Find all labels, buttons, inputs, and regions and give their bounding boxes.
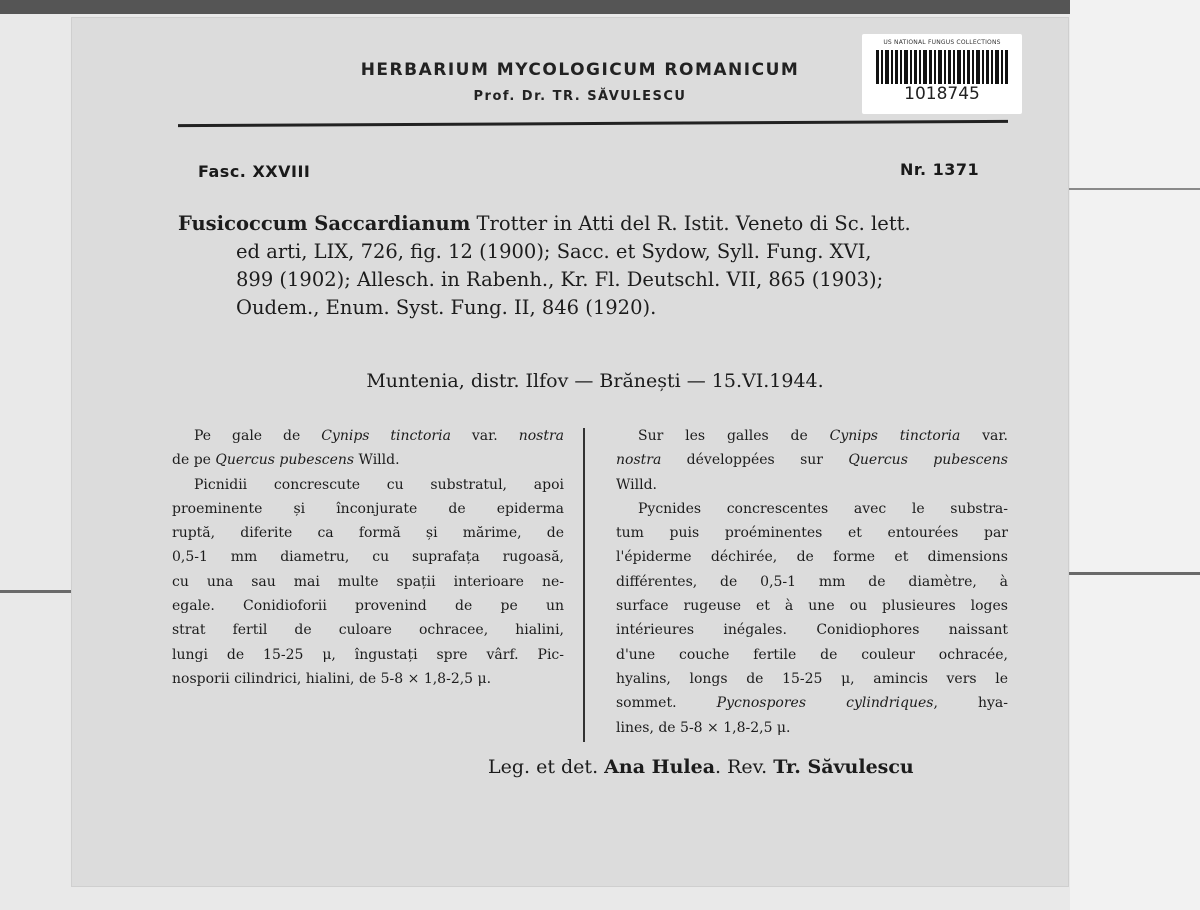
- background-band: [0, 0, 1200, 14]
- collection-locality: Muntenia, distr. Ilfov — Brănești — 15.VI.1944.: [366, 370, 824, 392]
- text-run: var.: [450, 428, 519, 444]
- romanian-description: [172, 424, 564, 691]
- barcode-number: 1018745: [904, 84, 980, 104]
- reviewer-name: Tr. Săvulescu: [773, 756, 914, 778]
- description-line: egale. Conidioforii provenind de pe un: [172, 598, 564, 615]
- description-line: [616, 691, 1008, 715]
- barcode-caption: US NATIONAL FUNGUS COLLECTIONS: [883, 39, 1001, 46]
- host-insect: Cynips tinctoria: [829, 428, 961, 444]
- text-run: développées sur: [661, 452, 849, 469]
- description-line: intérieures inégales. Conidiophores naissant: [616, 622, 1008, 639]
- description-line: lungi de 15-25 μ, îngustați spre vârf. Pic-: [172, 646, 564, 663]
- barcode-icon: [876, 50, 1008, 84]
- host-plant: Quercus pubescens: [215, 452, 355, 469]
- background-edge: [0, 590, 72, 593]
- specimen-number: Nr. 1371: [900, 160, 980, 179]
- description-line: cu una sau mai multe spații interioare ne-: [172, 573, 564, 590]
- text-run: Leg. et det.: [488, 756, 605, 778]
- description-line: [172, 424, 564, 448]
- species-name: Fusicoccum Saccardianum: [178, 212, 471, 235]
- description-line: hyalins, longs de 15-25 μ, amincis vers le: [616, 670, 1008, 687]
- description-line: strat fertil de culoare ochracee, hialini,: [172, 622, 564, 639]
- text-run: , hya-: [933, 695, 1009, 712]
- barcode-sticker: [862, 34, 1022, 114]
- description-line: [172, 448, 564, 472]
- host-plant: Quercus pubescens: [848, 452, 1008, 469]
- citation-line: Oudem., Enum. Syst. Fung. II, 846 (1920).: [236, 296, 657, 319]
- collector-credit: [488, 756, 914, 778]
- citation-line: [178, 210, 1008, 238]
- description-line: Picnidii concrescute cu substratul, apoi: [194, 476, 564, 493]
- species-citation: [178, 210, 1008, 322]
- description-line: nosporii cilindrici, hialini, de 5-8 × 1,8-2,5 μ.: [172, 670, 492, 687]
- description-line: 0,5-1 mm diametru, cu suprafața rugoasă,: [172, 549, 564, 566]
- host-insect: Cynips tinctoria: [321, 428, 451, 444]
- description-line: proeminente și înconjurate de epiderma: [172, 500, 564, 517]
- collector-name: Ana Hulea: [604, 756, 716, 778]
- description-line: d'une couche fertile de couleur ochracée,: [616, 646, 1008, 663]
- text-run: de pe: [172, 452, 216, 469]
- text-run: var.: [960, 428, 1009, 444]
- text-run: Sur les galles de: [638, 428, 830, 444]
- text-run: Pe gale de: [194, 428, 322, 444]
- description-line: surface rugeuse et à une ou plusieures loges: [616, 598, 1008, 615]
- citation-line: ed arti, LIX, 726, fig. 12 (1900); Sacc. et Sydow, Syll. Fung. XVI,: [236, 240, 872, 263]
- description-line: Pycnides concrescentes avec le substra-: [638, 500, 1008, 517]
- background-sheet: [1070, 0, 1200, 910]
- description-line: Willd.: [616, 476, 657, 493]
- citation-text: Trotter in Atti del R. Istit. Veneto di Sc. lett.: [470, 212, 911, 235]
- text-run: sommet.: [616, 695, 717, 712]
- description-line: l'épiderme déchirée, de forme et dimensions: [616, 549, 1008, 566]
- column-divider: [583, 428, 585, 742]
- description-line: [616, 424, 1008, 448]
- description-line: ruptă, diferite ca formă și mărime, de: [172, 525, 564, 542]
- background-edge: [1068, 188, 1200, 190]
- description-line: tum puis proéminentes et entourées par: [616, 525, 1008, 542]
- text-run: . Rev.: [715, 756, 774, 778]
- text-run: Willd.: [354, 452, 400, 469]
- variety-name: nostra: [616, 452, 662, 469]
- herbarium-director: Prof. Dr. TR. SĂVULESCU: [473, 89, 687, 104]
- variety-name: nostra: [518, 428, 564, 444]
- description-line: [616, 448, 1008, 472]
- description-line: différentes, de 0,5-1 mm de diamètre, à: [616, 573, 1008, 590]
- description-line: lines, de 5-8 × 1,8-2,5 μ.: [616, 719, 791, 736]
- spore-term: Pycnospores cylindriques: [716, 695, 934, 712]
- fascicle-number: Fasc. XXVIII: [198, 162, 311, 181]
- french-description: [616, 424, 1008, 740]
- citation-line: 899 (1902); Allesch. in Rabenh., Kr. Fl. Deutschl. VII, 865 (1903);: [236, 268, 884, 291]
- herbarium-title: HERBARIUM MYCOLOGICUM ROMANICUM: [360, 60, 800, 80]
- background-edge: [1068, 572, 1200, 575]
